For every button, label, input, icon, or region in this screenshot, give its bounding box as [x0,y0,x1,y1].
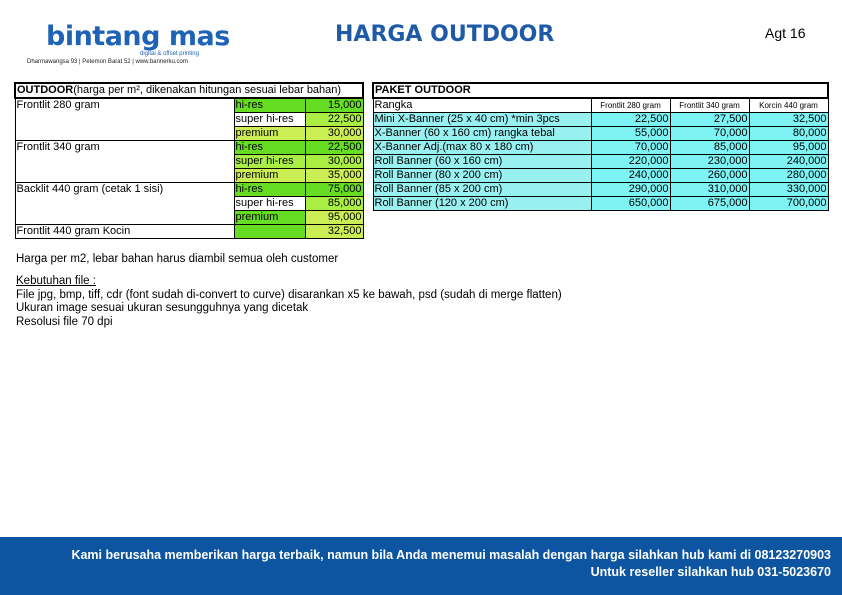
price-cell: 95,000 [749,141,828,155]
table-row [15,98,363,113]
price-cell: 30,000 [305,155,363,169]
package-name: X-Banner (60 x 160 cm) rangka tebal [373,127,591,141]
price-cell: 27,500 [670,113,749,127]
footer-reseller-line: Untuk reseller silahkan hub 031-5023670 [590,565,831,579]
price-cell: 330,000 [749,183,828,197]
price-cell: 22,500 [305,141,363,155]
variant-cell: super hi-res [234,197,305,211]
paket-price-table [372,82,829,211]
price-cell: 290,000 [591,183,670,197]
variant-cell: hi-res [234,183,305,197]
material-name: Backlit 440 gram (cetak 1 sisi) [15,183,234,225]
package-name: Roll Banner (80 x 200 cm) [373,169,591,183]
table-row [15,183,363,197]
column-header: Frontlit 280 gram [591,98,670,113]
price-cell: 30,000 [305,127,363,141]
price-cell: 22,500 [305,113,363,127]
price-cell: 260,000 [670,169,749,183]
package-name: X-Banner Adj.(max 80 x 180 cm) [373,141,591,155]
variant-cell: super hi-res [234,113,305,127]
requirement-item: File jpg, bmp, tiff, cdr (font sudah di-convert to curve) disarankan x5 ke bawah, psd (sudah di merge flatten) [16,288,562,301]
variant-cell: premium [234,211,305,225]
price-cell: 32,500 [305,225,363,239]
footer-banner [0,537,842,595]
table-row [373,113,828,127]
footer-contact-line: Kami berusaha memberikan harga terbaik, namun bila Anda menemui masalah dengan harga silahkan hub kami di 08123270903 [71,548,831,562]
table-row [373,141,828,155]
logo [27,21,230,65]
price-cell: 280,000 [749,169,828,183]
price-cell: 650,000 [591,197,670,211]
variant-cell: super hi-res [234,155,305,169]
price-cell: 700,000 [749,197,828,211]
logo-tagline: digital & offset printing [140,51,199,57]
table-row [373,169,828,183]
variant-cell: hi-res [234,141,305,155]
table-row [15,225,363,239]
variant-cell: premium [234,127,305,141]
price-cell: 70,000 [670,127,749,141]
price-cell: 240,000 [591,169,670,183]
material-name: Frontlit 440 gram Kocin [15,225,234,239]
logo-name: bintang mas [46,21,230,52]
package-name: Roll Banner (85 x 200 cm) [373,183,591,197]
table-row [373,183,828,197]
material-name: Frontlit 280 gram [15,98,234,141]
price-cell: 675,000 [670,197,749,211]
outdoor-header [15,83,363,98]
price-cell: 240,000 [749,155,828,169]
price-cell: 35,000 [305,169,363,183]
requirement-item: Resolusi file 70 dpi [16,315,113,328]
file-requirements [16,275,562,329]
page-title: HARGA OUTDOOR [335,22,555,47]
price-cell: 95,000 [305,211,363,225]
requirements-title: Kebutuhan file : [16,275,96,287]
outdoor-price-table [14,82,364,239]
price-cell: 80,000 [749,127,828,141]
price-cell: 230,000 [670,155,749,169]
column-header: Korcin 440 gram [749,98,828,113]
column-header: Frontlit 340 gram [670,98,749,113]
material-name: Frontlit 340 gram [15,141,234,183]
price-cell: 55,000 [591,127,670,141]
price-cell: 70,000 [591,141,670,155]
logo-address: Dharmawangsa 93 | Petemon Barat 52 | www.bannerku.com [27,59,188,65]
variant-cell [234,225,305,239]
table-row [15,141,363,155]
outdoor-title: OUTDOOR [17,84,74,96]
paket-title: PAKET OUTDOOR [373,83,828,98]
price-note: Harga per m2, lebar bahan harus diambil semua oleh customer [16,253,339,265]
date-label: Agt 16 [765,25,806,41]
table-row [373,197,828,211]
price-cell: 22,500 [591,113,670,127]
outdoor-subtitle: (harga per m², dikenakan hitungan sesuai lebar bahan) [73,84,342,96]
price-cell: 75,000 [305,183,363,197]
package-name: Roll Banner (60 x 160 cm) [373,155,591,169]
variant-cell: premium [234,169,305,183]
price-cell: 310,000 [670,183,749,197]
table-header-row [373,83,828,98]
table-header-row [15,83,363,98]
price-cell: 32,500 [749,113,828,127]
column-header: Rangka [373,98,591,113]
price-cell: 220,000 [591,155,670,169]
package-name: Roll Banner (120 x 200 cm) [373,197,591,211]
table-row [373,155,828,169]
price-cell: 85,000 [305,197,363,211]
package-name: Mini X-Banner (25 x 40 cm) *min 3pcs [373,113,591,127]
column-header-row [373,98,828,113]
price-cell: 85,000 [670,141,749,155]
variant-cell: hi-res [234,98,305,113]
price-cell: 15,000 [305,98,363,113]
requirement-item: Ukuran image sesuai ukuran sesungguhnya yang dicetak [16,302,309,314]
table-row [373,127,828,141]
